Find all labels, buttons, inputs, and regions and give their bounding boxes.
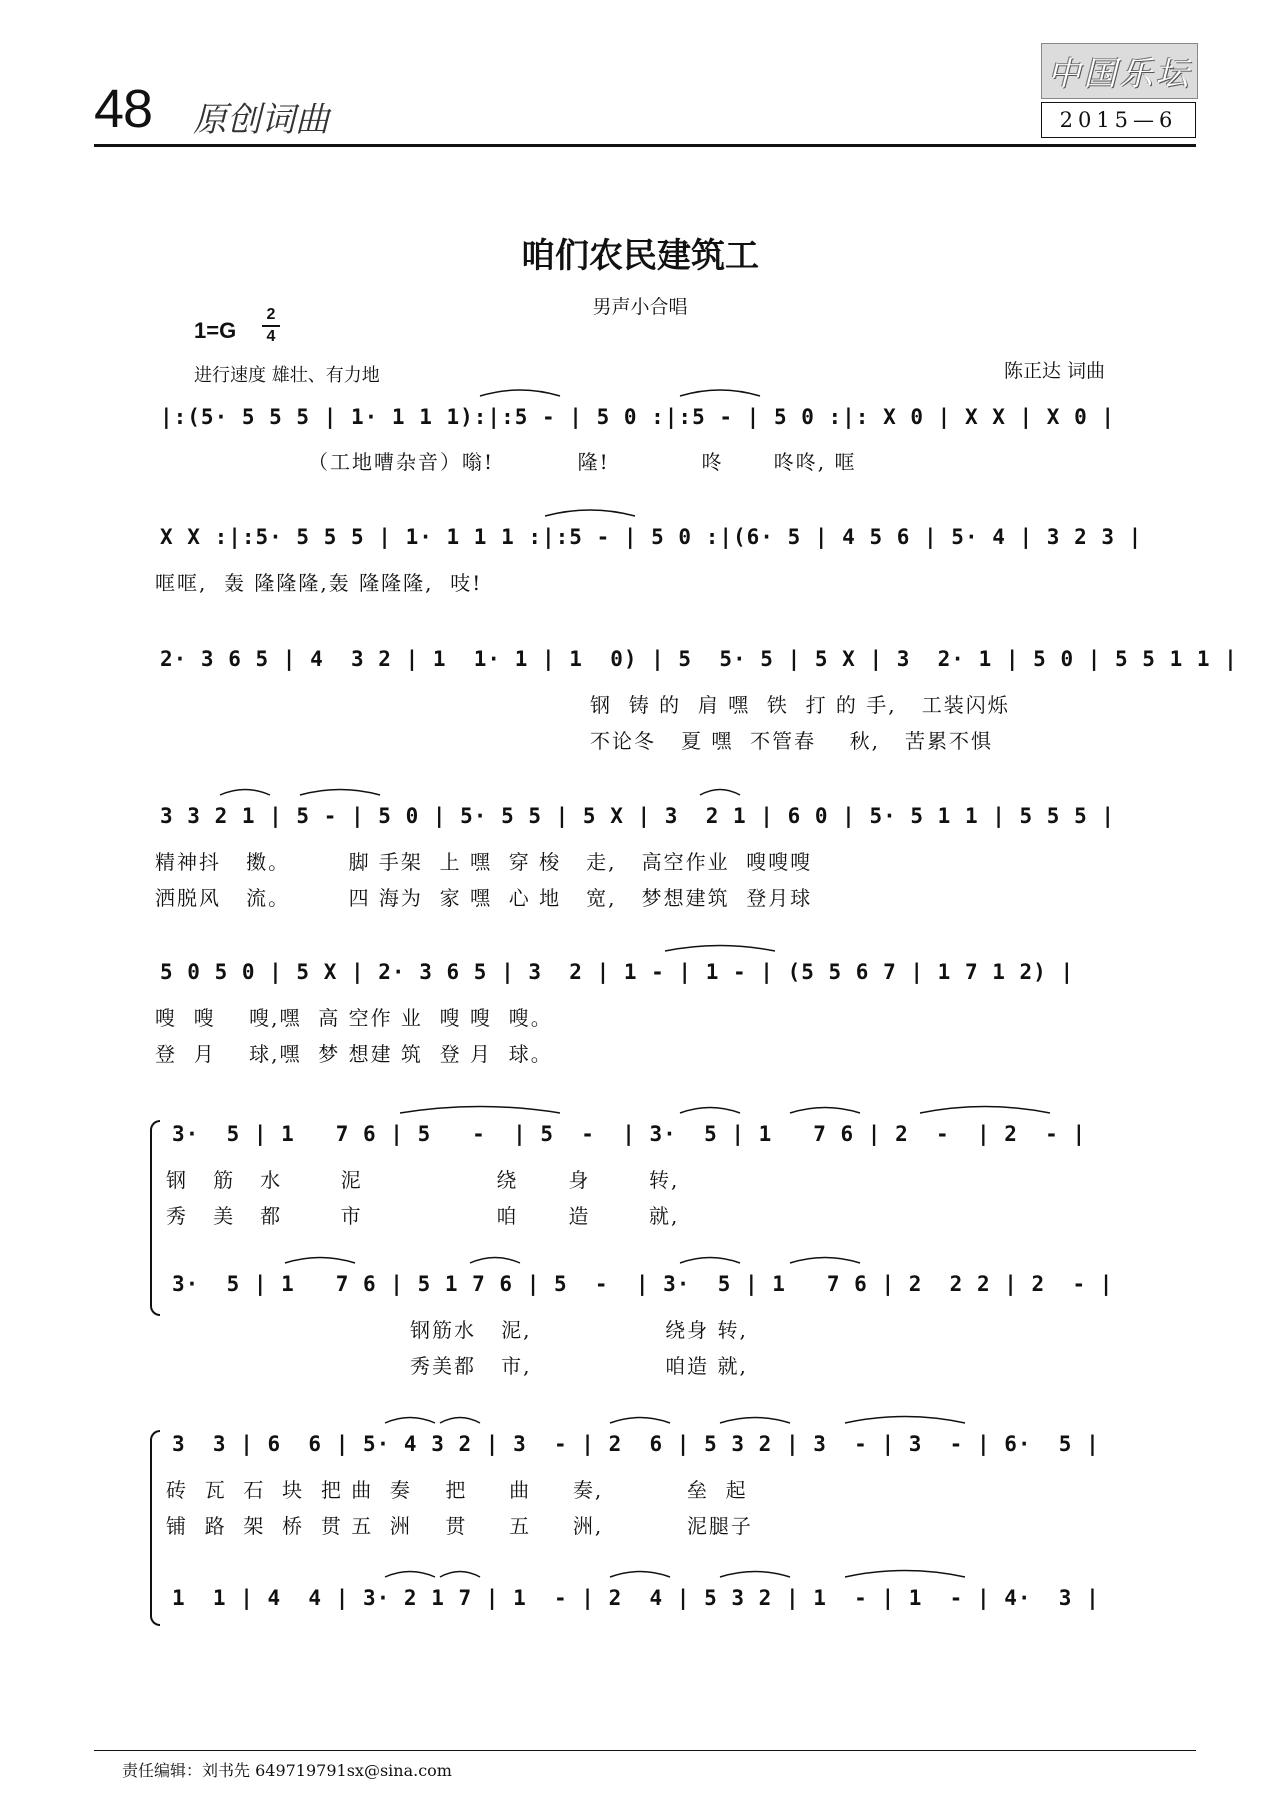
- song-title: 咱们农民建筑工: [521, 236, 759, 276]
- footer-rule: [94, 1750, 1196, 1751]
- section-title: 原创词曲: [193, 100, 329, 140]
- score-line-5-notes: 5 0 5 0 | 5 X | 2· 3 6 5 | 3 2 | 1 - | 1 - | (5 5 6 7 | 1 7 1 2) |: [160, 960, 1075, 984]
- score-line-2-notes: X X :|:5· 5 5 5 | 1· 1 1 1 :|:5 - | 5 0 :|(6· 5 | 4 5 6 | 5· 4 | 3 2 3 |: [160, 525, 1143, 549]
- time-signature-top: 2: [266, 306, 276, 323]
- score-line-3-notes: 2· 3 6 5 | 4 3 2 | 1 1· 1 | 1 0) | 5 5· 5 | 5 X | 3 2· 1 | 5 0 | 5 5 1 1 |: [160, 647, 1238, 671]
- slur: [470, 1258, 520, 1264]
- score-line-5-lyric-2: 登 月 球,嘿 梦 想建 筑 登 月 球。: [155, 1042, 553, 1066]
- tempo-marking: 进行速度 雄壮、有力地: [194, 365, 380, 386]
- slur: [700, 790, 740, 796]
- slur: [610, 1572, 670, 1578]
- score-line-7-upper-notes: 3 3 | 6 6 | 5· 4 3 2 | 3 - | 2 6 | 5 3 2 | 3 - | 3 - | 6· 5 |: [172, 1432, 1100, 1456]
- slur: [285, 1258, 355, 1264]
- slur: [790, 1108, 860, 1114]
- author-credit: 陈正达 词曲: [1004, 360, 1106, 382]
- score-line-3-lyric-1: 钢 铸 的 肩 嘿 铁 打 的 手, 工装闪烁: [590, 693, 1010, 717]
- score-line-7-upper-lyric-1: 砖 瓦 石 块 把 曲 奏 把 曲 奏, 垒 起: [166, 1478, 748, 1502]
- time-signature-bottom: 4: [266, 328, 276, 345]
- page-number: 48: [94, 79, 153, 139]
- system-7-brace: [150, 1430, 160, 1626]
- score-line-7-upper-lyric-2: 铺 路 架 桥 贯 五 洲 贯 五 洲, 泥腿子: [166, 1514, 753, 1538]
- slur: [300, 790, 380, 796]
- score-line-6-lower-notes: 3· 5 | 1 7 6 | 5 1 7 6 | 5 - | 3· 5 | 1 7 6 | 2 2 2 | 2 - |: [172, 1272, 1114, 1296]
- slur: [845, 1571, 965, 1578]
- slur: [790, 1258, 860, 1264]
- slur: [720, 1418, 790, 1424]
- slur: [720, 1572, 790, 1578]
- issue-label: 2015—6: [1041, 102, 1196, 138]
- slur: [680, 1108, 740, 1114]
- slur: [845, 1417, 965, 1424]
- score-line-6-upper-lyric-2: 秀 美 都 市 咱 造 就,: [166, 1204, 680, 1228]
- slur: [680, 1258, 740, 1264]
- header-rule: [94, 144, 1196, 147]
- journal-logo: 中国乐坛: [1041, 43, 1198, 99]
- score-line-1-notes: |:(5· 5 5 5 | 1· 1 1 1):|:5 - | 5 0 :|:5 - | 5 0 :|: X 0 | X X | X 0 |: [160, 405, 1116, 429]
- time-signature: [262, 305, 280, 347]
- system-6-brace: [150, 1120, 160, 1316]
- score-line-6-lower-lyric-2: 秀美都 市, 咱造 就,: [410, 1354, 748, 1378]
- score-line-6-upper-lyric-1: 钢 筋 水 泥 绕 身 转,: [166, 1168, 680, 1192]
- song-subtitle: 男声小合唱: [592, 296, 688, 318]
- slur: [665, 946, 775, 952]
- score-line-1-lyric: （工地嘈杂音）嗡! 隆! 咚 咚咚, 哐: [308, 450, 857, 474]
- slur: [440, 1572, 480, 1578]
- slur: [220, 790, 270, 796]
- score-line-6-lower-lyric-1: 钢筋水 泥, 绕身 转,: [410, 1318, 748, 1342]
- score-line-4-notes: 3 3 2 1 | 5 - | 5 0 | 5· 5 5 | 5 X | 3 2 1 | 6 0 | 5· 5 1 1 | 5 5 5 |: [160, 804, 1116, 828]
- slur: [480, 390, 560, 396]
- score-line-2-lyric: 哐哐, 轰 隆隆隆,轰 隆隆隆, 吱!: [155, 571, 483, 595]
- score-line-6-upper-notes: 3· 5 | 1 7 6 | 5 - | 5 - | 3· 5 | 1 7 6 | 2 - | 2 - |: [172, 1122, 1087, 1146]
- slur: [400, 1107, 560, 1114]
- slur: [385, 1418, 435, 1424]
- score-line-4-lyric-1: 精神抖 擞。 脚 手架 上 嘿 穿 梭 走, 高空作业 嗖嗖嗖: [155, 850, 813, 874]
- score-line-4-lyric-2: 洒脱风 流。 四 海为 家 嘿 心 地 宽, 梦想建筑 登月球: [155, 886, 813, 910]
- slur: [920, 1107, 1050, 1114]
- score-line-7-lower-notes: 1 1 | 4 4 | 3· 2 1 7 | 1 - | 2 4 | 5 3 2 | 1 - | 1 - | 4· 3 |: [172, 1586, 1100, 1610]
- score-line-3-lyric-2: 不论冬 夏 嘿 不管春 秋, 苦累不惧: [590, 729, 994, 753]
- editor-credit: 责任编辑：刘书先 649719791sx@sina.com: [122, 1761, 452, 1780]
- key-signature: 1=G: [194, 318, 237, 343]
- slur: [440, 1418, 480, 1424]
- slur: [680, 390, 760, 396]
- slur: [545, 510, 635, 516]
- slur: [610, 1418, 670, 1424]
- score-line-5-lyric-1: 嗖 嗖 嗖,嘿 高 空作 业 嗖 嗖 嗖。: [155, 1006, 553, 1030]
- slur: [385, 1572, 435, 1578]
